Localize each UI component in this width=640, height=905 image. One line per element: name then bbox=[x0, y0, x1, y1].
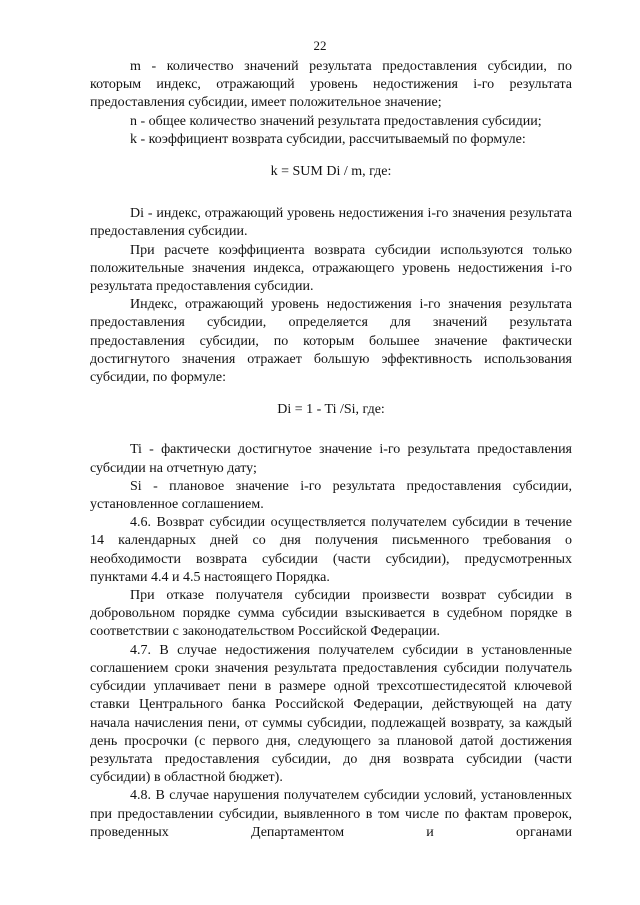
paragraph-positive-index: При расчете коэффициента возврата субсидии используются только положительные значения индекса, отражающего уровень недостижения i-го результата предоставления субсидии. bbox=[90, 242, 572, 295]
paragraph-index-formula-intro: Индекс, отражающий уровень недостижения i-го значения результата предоставления субсидии, определяется для значений результата предоставления субсидии, по которым большее значение фактически достигнутого значения отражает большую эффективность использования субсидии, по формуле: bbox=[90, 297, 572, 386]
paragraph-k-definition: k - коэффициент возврата субсидии, рассчитываемый по формуле: bbox=[130, 131, 526, 147]
paragraph-m-definition: m - количество значений результата предоставления субсидии, по которым индекс, отражающий уровень недостижения i-го результата предоставления субсидии, имеет положительное значение; bbox=[90, 59, 572, 111]
formula-di: Di = 1 - Ti /Si, где: bbox=[277, 402, 385, 418]
page-number: 22 bbox=[313, 38, 327, 53]
paragraph-di-definition: Di - индекс, отражающий уровень недостижения i-го значения результата предоставления субсидии. bbox=[90, 206, 572, 240]
paragraph-n-definition: n - общее количество значений результата предоставления субсидии; bbox=[130, 113, 542, 129]
paragraph-clause-4-6: 4.6. Возврат субсидии осуществляется получателем субсидии в течение 14 календарных дней со дня получения письменного требования о необходимости возврата субсидии (части субсидии), предусмотренных пунктами 4.4 и 4.5 настоящего Порядка. bbox=[90, 515, 572, 585]
paragraph-clause-4-8: 4.8. В случае нарушения получателем субсидии условий, установленных при предоставлении субсидии, выявленного в том числе по фактам проверок, проведенных Департаментом и органами bbox=[90, 788, 572, 840]
paragraph-ti-definition: Ti - фактически достигнутое значение i-го результата предоставления субсидии на отчетную дату; bbox=[90, 442, 572, 476]
paragraph-si-definition: Si - плановое значение i-го результата предоставления субсидии, установленное соглашением. bbox=[90, 478, 572, 513]
document-body bbox=[90, 58, 572, 842]
formula-k: k = SUM Di / m, где: bbox=[270, 164, 392, 180]
paragraph-clause-4-7: 4.7. В случае недостижения получателем субсидии в установленные соглашением сроки значения результата предоставления субсидии получатель субсидии уплачивает пени в размере одной трехсотшестидесятой ключевой ставки Центрального банка Российской Федерации, действующей на дату начала начисления пени, от суммы субсидии, подлежащей возврату, за каждый день просрочки (с первого дня, следующего за плановой датой достижения результата предоставления субсидии, до дня возврата субсидии (части субсидии) в областной бюджет). bbox=[90, 642, 572, 786]
paragraph-refusal-return: При отказе получателя субсидии произвести возврат субсидии в добровольном порядке сумма субсидии взыскивается в судебном порядке в соответствии с законодательством Российской Федерации. bbox=[90, 588, 572, 640]
